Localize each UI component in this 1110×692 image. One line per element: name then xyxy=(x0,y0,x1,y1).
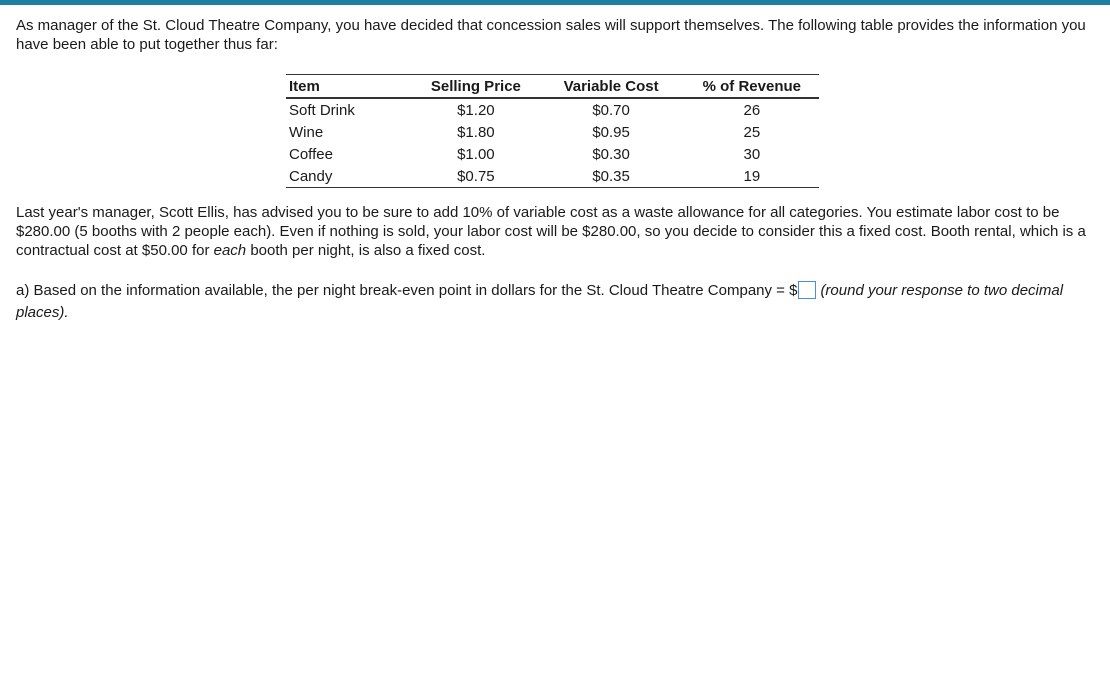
cell-percent-revenue: 26 xyxy=(743,101,761,119)
question-a xyxy=(16,280,1094,324)
concession-table xyxy=(286,74,819,188)
cell-percent-revenue: 30 xyxy=(743,145,761,163)
cost-details-paragraph xyxy=(16,203,1094,260)
cell-selling-price: $1.00 xyxy=(457,145,495,163)
header-selling-price: Selling Price xyxy=(414,75,537,99)
table-row xyxy=(286,121,819,143)
table-row xyxy=(286,165,819,188)
problem-content xyxy=(16,16,1094,321)
table-row xyxy=(286,98,819,121)
cell-variable-cost: $0.30 xyxy=(592,145,630,163)
cell-percent-revenue: 25 xyxy=(743,123,761,141)
cell-percent-revenue: 19 xyxy=(743,167,761,185)
cell-item: Candy xyxy=(289,167,333,185)
concession-table-wrapper xyxy=(286,74,819,188)
question-rounding-note: (round your response to two decimal places). xyxy=(16,282,1064,321)
break-even-answer-input[interactable] xyxy=(798,281,816,299)
cell-variable-cost: $0.95 xyxy=(592,123,630,141)
cell-variable-cost: $0.35 xyxy=(592,167,630,185)
intro-text: As manager of the St. Cloud Theatre Company, you have decided that concession sales will support themselves. The following table provides the information you have been able to put together thus far: xyxy=(16,17,1086,53)
table-header-row xyxy=(286,75,819,99)
emphasis-each: each xyxy=(213,242,247,259)
cell-selling-price: $1.20 xyxy=(457,101,495,119)
header-percent-revenue: % of Revenue xyxy=(685,75,819,99)
cell-selling-price: $1.80 xyxy=(457,123,495,141)
header-variable-cost: Variable Cost xyxy=(538,75,685,99)
cell-item: Wine xyxy=(289,123,324,141)
cell-item: Coffee xyxy=(289,145,333,163)
question-prefix: a) Based on the information available, the per night break-even point in dollars for the St. Cloud Theatre Company = $ xyxy=(16,282,798,299)
table-row xyxy=(286,143,819,165)
cost-details-text-end: booth per night, is also a fixed cost. xyxy=(246,242,486,259)
header-item: Item xyxy=(286,75,414,99)
cell-selling-price: $0.75 xyxy=(457,167,495,185)
cell-variable-cost: $0.70 xyxy=(592,101,630,119)
top-accent-bar xyxy=(0,0,1110,5)
cost-details-text: Last year's manager, Scott Ellis, has advised you to be sure to add 10% of variable cost as a waste allowance for all categories. You estimate labor cost to be $280.00 (5 booths with 2 people each). Even if nothing is sold, your labor cost will be $280.00, so you decide to consider this a fixed cost. Booth rental, which is a contractual cost at $50.00 for xyxy=(16,204,1086,259)
cell-item: Soft Drink xyxy=(289,101,355,119)
